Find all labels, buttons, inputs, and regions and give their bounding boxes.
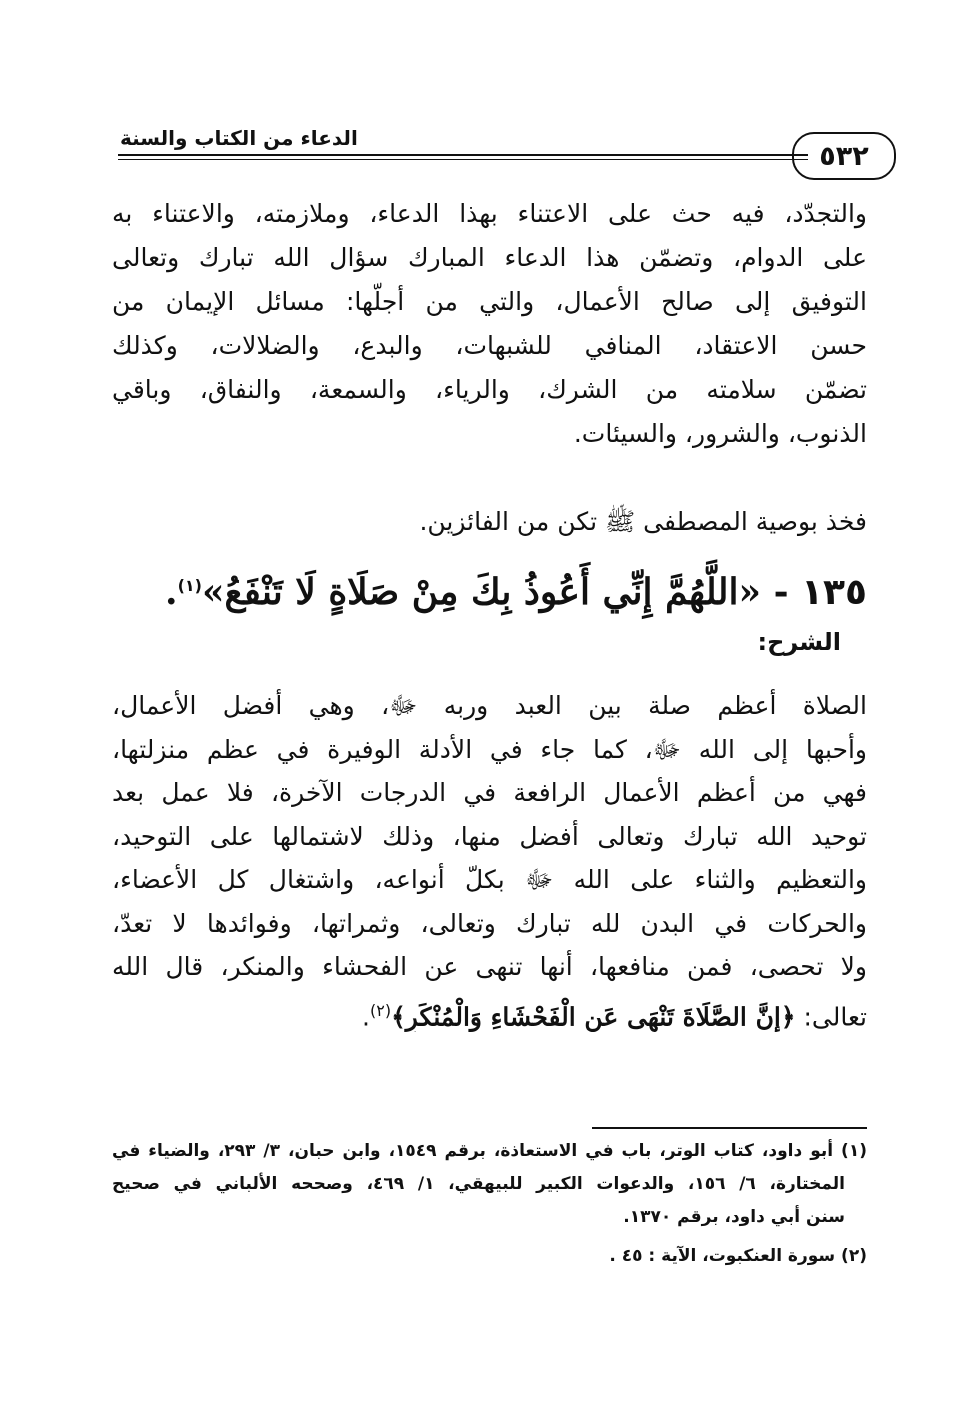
text-line: تضمّن سلامته من الشرك، والرياء، والسمعة، والنفاق، وباقي bbox=[112, 375, 867, 404]
header-rule bbox=[118, 154, 808, 156]
verse-end: . bbox=[362, 1001, 370, 1031]
text-line: على الدوام، وتضمّن هذا الدعاء المبارك سؤال الله تبارك وتعالى bbox=[112, 243, 867, 272]
footnote-line: المختارة، ٦/ ١٥٦، والدعوات الكبير للبيهقي، ١/ ٤٦٩، وصححه الألباني في صحيح bbox=[112, 1174, 845, 1194]
footnote-line: (١) أبو داود، كتاب الوتر، باب في الاستعاذة، برقم ١٥٤٩، وابن حبان، ٣/ ٢٩٣، والضياء في bbox=[112, 1141, 867, 1161]
hadith-number: ١٣٥ bbox=[801, 572, 867, 613]
header-rule-thin bbox=[118, 159, 808, 160]
text-line: والتجدّد، فيه حث على الاعتناء بهذا الدعاء، وملازمته، والاعتناء به bbox=[112, 199, 867, 228]
text-line: وأحبها إلى الله ﷻ، كما جاء في الأدلة الوفيرة في عظم منزلتها، bbox=[112, 734, 867, 764]
footnote-separator bbox=[592, 1127, 867, 1129]
footnote-line: سنن أبي داود، برقم ١٣٧٠. bbox=[623, 1207, 845, 1227]
verse-prefix: تعالى: bbox=[795, 1001, 867, 1031]
running-title: الدعاء من الكتاب والسنة bbox=[120, 126, 358, 150]
open-quote: « bbox=[738, 571, 762, 613]
footnote-line: (٢) سورة العنكبوت، الآية : ٤٥ . bbox=[609, 1246, 867, 1266]
paragraph-advice bbox=[167, 500, 867, 544]
hadith-text: اللَّهُمَّ إِنِّي أَعُوذُ بِكَ مِنْ صَلَاةٍ لَا تَنْفَعُ bbox=[224, 571, 739, 613]
text-line: توحيد الله تبارك وتعالى أفضل منها، وذلك لاشتمالها على التوحيد، bbox=[112, 821, 867, 851]
paragraph-intro bbox=[112, 192, 867, 456]
footnotes bbox=[112, 1135, 867, 1273]
text-line: والحركات في البدن لله تبارك وتعالى، وثمراتها، وفوائدها لا تعدّ، bbox=[112, 908, 867, 938]
text-line: والتعظيم والثناء على الله ﷻ بكلّ أنواعه، واشتغال كل الأعضاء، bbox=[112, 865, 867, 894]
footnote-ref: (٢) bbox=[369, 1000, 392, 1020]
text-line: ولا تحصى، فمن منافعها، أنها تنهى عن الفحشاء والمنكر، قال الله bbox=[112, 952, 867, 981]
page-number: ٥٣٢ bbox=[792, 132, 896, 180]
text-line: التوفيق إلى صالح الأعمال، والتي من أجلّها: مسائل الإيمان من bbox=[112, 287, 867, 316]
text-line: حسن الاعتقاد، المنافي للشبهات، والبدع، والضلالات، وكذلك bbox=[112, 331, 867, 360]
text-line: الذنوب، والشرور، والسيئات. bbox=[573, 419, 867, 448]
close-quote: » bbox=[201, 571, 225, 613]
hadith-heading bbox=[107, 560, 867, 619]
paragraph-explanation bbox=[112, 684, 867, 1032]
page-header bbox=[112, 118, 904, 188]
hadith-dash: - bbox=[773, 571, 789, 613]
section-heading: الشرح: bbox=[757, 628, 841, 656]
text-line: فهي من أعظم الأعمال الرافعة في الدرجات الآخرة، فلا عمل بعد bbox=[112, 778, 867, 807]
text-line: الصلاة أعظم صلة بين العبد وربه ﷻ، وهي أفضل الأعمال، bbox=[112, 691, 867, 720]
footnote-ref: (١) bbox=[177, 576, 202, 595]
verse-line bbox=[112, 989, 867, 1033]
quran-verse: ﴿إِنَّ الصَّلَاةَ تَنْهَى عَنِ الْفَحْشَاءِ وَالْمُنْكَرِ﴾ bbox=[391, 1001, 796, 1031]
text-line: فخذ بوصية المصطفى ﷺ تكن من الفائزين. bbox=[419, 507, 867, 536]
hadith-end: . bbox=[165, 571, 178, 613]
